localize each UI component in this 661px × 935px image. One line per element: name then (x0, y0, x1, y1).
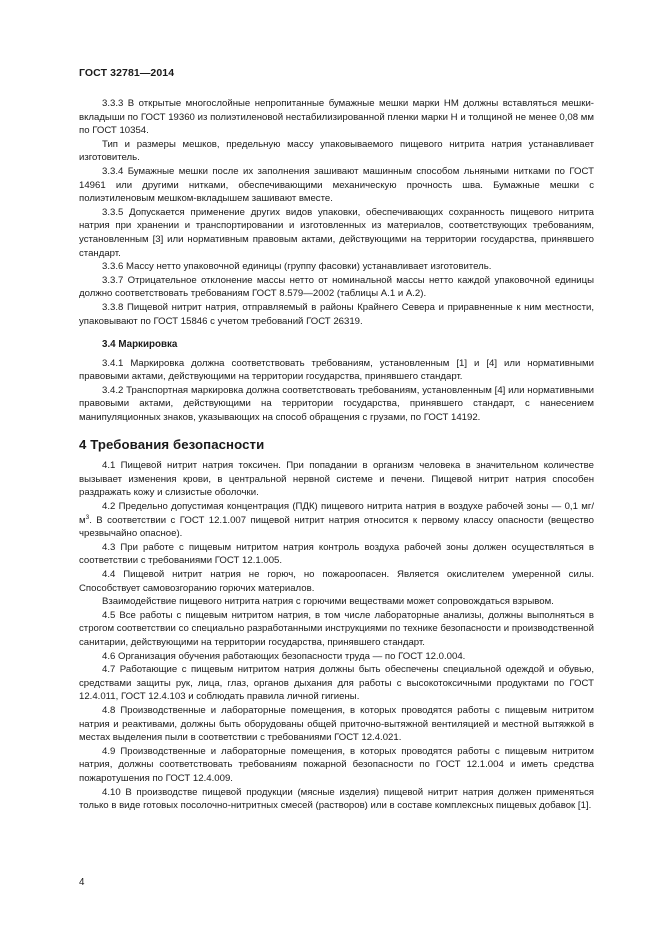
paragraph-4-4: 4.4 Пищевой нитрит натрия не горюч, но пожароопасен. Является окислителем умеренной силы. Способствует самовозгоранию горючих материалов. (79, 569, 594, 594)
document-header: ГОСТ 32781—2014 (79, 67, 175, 79)
paragraph-4-2-end: . В соответствии с ГОСТ 12.1.007 пищевой нитрит натрия относится к первому классу опасности (вещество чрезвычайно опасное). (79, 514, 594, 540)
paragraph-4-4-interaction: Взаимодействие пищевого нитрита натрия с горючими веществами может сопровождаться взрывом. (102, 596, 554, 608)
superscript-cubed: 3 (85, 513, 90, 521)
paragraph-3-3-8: 3.3.8 Пищевой нитрит натрия, отправляемый в районы Крайнего Севера и приравненные к ним местности, упаковывают по ГОСТ 15846 с учетом требований ГОСТ 26319. (79, 301, 594, 327)
paragraph-3-3-6: 3.3.6 Массу нетто упаковочной единицы (группу фасовки) устанавливает изготовитель. (102, 261, 492, 273)
section-heading-4: 4 Требования безопасности (79, 436, 265, 452)
paragraph-4-9: 4.9 Производственные и лабораторные помещения, в которых проводятся работы с пищевым нитритом натрия, должны соответствовать требованиям пожарной безопасности по ГОСТ 12.1.004 и иметь средства пожаротушения по ГОСТ 12.4.009. (79, 745, 594, 784)
paragraph-4-8: 4.8 Производственные и лабораторные помещения, в которых проводятся работы с пищевым нитритом натрия и реактивами, должны быть оборудованы общей приточно-вытяжной вентиляцией и местной вытяжкой в местах выделения пыли в соответствии с требованиями ГОСТ 12.4.021. (79, 704, 594, 744)
paragraph-4-5: 4.5 Все работы с пищевым нитритом натрия, в том числе лабораторные анализы, должны выполняться в строгом соответствии со специально разработанными инструкциями по технике безопасности и производственной санитарии, действующими на территории государства, принявшего стандарт. (79, 609, 594, 648)
paragraph-4-1: 4.1 Пищевой нитрит натрия токсичен. При попадании в организм человека в значительном количестве вызывает изменения крови, в центральной нервной системе и печени. Пищевой нитрит натрия способен раздражать кожу и слизистые оболочки. (79, 460, 594, 499)
paragraph-3-4-2: 3.4.2 Транспортная маркировка должна соответствовать требованиям, установленным [4] или нормативными правовыми актами, действующими на территории государства, принявшего стандарт, с нанесением манипуляционных знаков, указывающих на способ обращения с грузами, по ГОСТ 14192. (79, 384, 594, 424)
document-body (79, 97, 594, 813)
paragraph-3-3-5: 3.3.5 Допускается применение других видов упаковки, обеспечивающих сохранность пищевого нитрита натрия при хранении и транспортировании и изготовленных из материалов, соответствующих требованиям, установленным [3] или нормативным правовым актами, действующими на территории государства, принявшего стандарт. (79, 206, 594, 259)
paragraph-3-4-1: 3.4.1 Маркировка должна соответствовать требованиям, установленным [1] и [4] или нормативными правовыми актами, действующими на территории государства, принявшего стандарт. (79, 357, 594, 383)
paragraph-4-2-start: 4.2 Предельно допустимая концентрация (ПДК) пищевого нитрита натрия в воздухе рабочей зоны — 0,1 мг/м (79, 501, 594, 526)
paragraph-4-3: 4.3 При работе с пищевым нитритом натрия контроль воздуха рабочей зоны должен осуществляться в соответствии с требованиями ГОСТ 12.1.005. (79, 541, 594, 567)
paragraph-3-3-3-bag-types: Тип и размеры мешков, предельную массу упаковываемого пищевого нитрита натрия устанавливает изготовитель. (79, 138, 594, 164)
paragraph-3-3-4: 3.3.4 Бумажные мешки после их заполнения зашивают машинным способом льняными нитками по ГОСТ 14961 или другими нитками, обеспечивающими механическую прочность шва. Бумажные мешки с полиэтиленовым мешком-вкладышем зашивают вместе. (79, 165, 594, 205)
paragraph-4-10: 4.10 В производстве пищевой продукции (мясные изделия) пищевой нитрит натрия должен применяться только в виде готовых посолочно-нитритных смесей (растворов) или в составе комплексных пищевых добавок [1]. (79, 786, 594, 812)
paragraph-4-2 (79, 500, 594, 541)
paragraph-4-7: 4.7 Работающие с пищевым нитритом натрия должны быть обеспечены специальной одеждой и обувью, средствами защиты рук, лица, глаз, органов дыхания для работы с высокотоксичными продуктами по ГОСТ 12.4.011, ГОСТ 12.4.103 и соблюдать правила личной гигиены. (79, 664, 594, 703)
page-number: 4 (79, 877, 85, 888)
section-heading-3-4: 3.4 Маркировка (102, 339, 178, 351)
paragraph-3-3-7: 3.3.7 Отрицательное отклонение массы нетто от номинальной массы нетто каждой упаковочной единицы должно соответствовать требованиям ГОСТ 8.579—2002 (таблицы А.1 и А.2). (79, 274, 594, 300)
paragraph-3-3-3: 3.3.3 В открытые многослойные непропитанные бумажные мешки марки НМ должны вставляться мешки-вкладыши по ГОСТ 19360 из полиэтиленовой нестабилизированной пленки марки Н и толщиной не менее 0,08 мм по ГОСТ 10354. (79, 98, 594, 137)
paragraph-4-6: 4.6 Организация обучения работающих безопасности труда — по ГОСТ 12.0.004. (102, 650, 466, 662)
